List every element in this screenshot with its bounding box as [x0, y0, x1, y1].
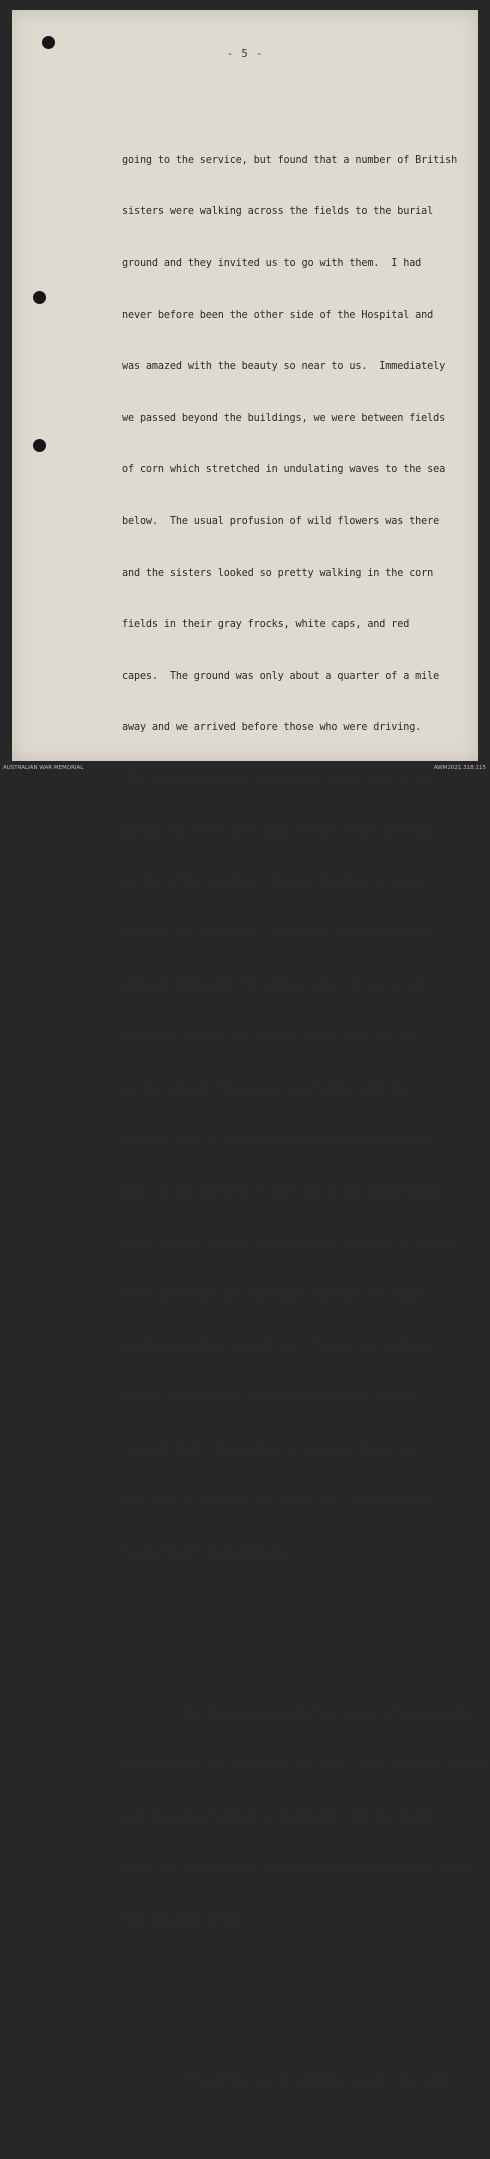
text-line: below. The usual profusion of wild flowers was there: [122, 515, 440, 527]
text-line: hills in the distance I tell you it was a good place: [122, 1186, 440, 1198]
handwritten-insertion: in: [195, 1541, 204, 1550]
text-line: sisters were walking across the fields to the burial: [122, 206, 434, 218]
text-line: The winter was exceedingly severe; the wind: [122, 2075, 446, 2087]
archive-footer: [0, 763, 490, 773]
text-line: pathway and there were about a score of men in khaki: [122, 825, 434, 837]
text-line: One the whole despite the rigours of the climate,: [122, 1708, 476, 1720]
text-line: The firing party was lined up on either side of the: [122, 773, 434, 785]
text-line: the health of the expedition was good. Some cases of illness: [122, 1760, 487, 1772]
archive-credit: AUSTRALIAN WAR MEMORIAL: [3, 765, 84, 771]
text-line: ground and they invited us to go with them. I had: [122, 258, 422, 269]
text-line: beautiful spot on the side of a hill with the sea: [122, 1031, 416, 1043]
text-line: away and we arrived before those who were driving.: [122, 722, 422, 734]
text-line: there with those who had fought and died for their: [122, 1289, 422, 1301]
text-line: and the sisters looked so pretty walking in the corn: [122, 567, 434, 579]
punch-hole: [33, 291, 46, 304]
text-line: felt that we had left the little one - she was only: [122, 1496, 428, 1508]
typed-text: [122, 83, 487, 2159]
text-line: were evacuated to Egypt or Australia, and one,Sister: [122, 1811, 434, 1823]
text-line: we passed beyond the buildings, we were between fields: [122, 412, 446, 424]
text-line: full military honours.: [122, 1915, 254, 1927]
text-line: fields in their gray frocks, white caps, and red: [122, 619, 410, 631]
text-line: never before been the other side of the Hospital and: [122, 309, 434, 321]
text-line: as the service was finished and the bugle sounded: [122, 1393, 416, 1405]
text-line: died, and was buried in the new cemetry at Kalamaria, with: [122, 1863, 470, 1875]
text-line: to be laid to rest in, and one would be proud to be left: [122, 1238, 458, 1250]
text-line: and were there when the others came. It was a most: [122, 980, 428, 992]
text-line: With its rows of little crosses and the everlasting: [122, 1135, 428, 1147]
text-line: on one side and the waving corn fields round it.: [122, 1083, 410, 1095]
text-line: of corn which stretched in undulating waves to the sea: [122, 464, 446, 476]
text-line: in the little cemetery. We were directed to stand: [122, 877, 422, 889]
text-line: twenty three -/safe keeping.: [122, 1547, 290, 1559]
text-line: going to the service, but found that a number of British: [122, 154, 458, 166]
text-line: capes. The ground was only about a quarter of a mile: [122, 670, 440, 682]
paragraph: [122, 117, 467, 1596]
archive-reference: AWM2021.318.115: [433, 765, 486, 771]
text-line: was amazed with the beauty so near to us. Immediately: [122, 361, 446, 373]
paragraph: [122, 1671, 487, 1963]
paragraph: [122, 2038, 467, 2124]
text-line-with-insertion: [122, 1541, 467, 1562]
text-line: behind a row of crosses immediately beside the grave: [122, 928, 434, 940]
page-number: - 5 -: [226, 48, 264, 60]
punch-hole: [33, 439, 46, 452]
text-line: country on either side of you. The sun was setting: [122, 1341, 428, 1353]
text-line: the Last Post. I was glad to have been there and: [122, 1444, 416, 1456]
